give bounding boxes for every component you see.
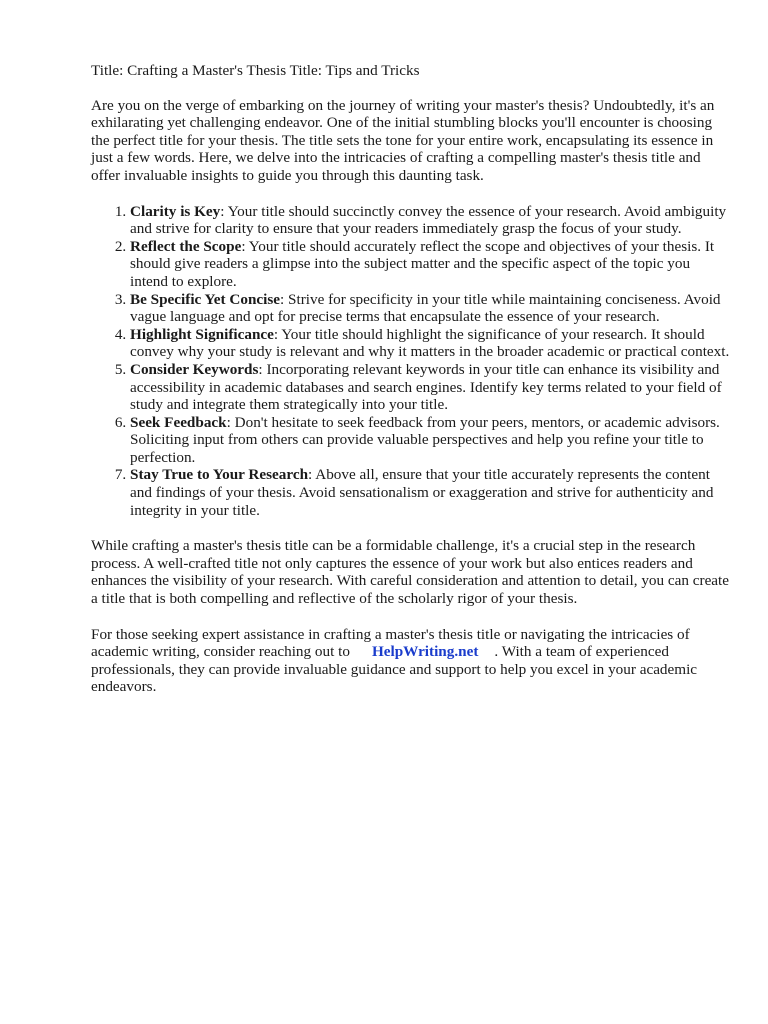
closing-text-before: For those seeking expert assistance in crafting a master's thesis title or navigating the intricacies of academic writing, consider reaching out to xyxy=(91,625,690,661)
tip-text: Your title should accurately reflect the scope and objectives of your thesis. It should give readers a glimpse into the subject matter and the specific aspect of the topic you intend to explore. xyxy=(130,237,715,290)
tip-heading: Seek Feedback xyxy=(130,413,227,431)
tip-heading: Be Specific Yet Concise xyxy=(130,290,281,308)
tip-heading: Reflect the Scope xyxy=(130,237,242,255)
document-body xyxy=(91,62,731,714)
tip-heading: Consider Keywords xyxy=(130,360,259,378)
tip-separator: : xyxy=(273,325,279,343)
tip-text: Don't hesitate to seek feedback from your peers, mentors, or academic advisors. Soliciting input from others can provide valuable perspectives and help you refine your title to perfection. xyxy=(130,413,720,466)
tip-text: Your title should highlight the significance of your research. It should convey why your study is relevant and why it matters in the broader academic or practical context. xyxy=(130,325,730,361)
conclusion-paragraph: While crafting a master's thesis title can be a formidable challenge, it's a crucial step in the research process. A well-crafted title not only captures the essence of your work but also entices readers and enhances the visibility of your research. With careful consideration and attention to detail, you can create a title that is both compelling and reflective of the scholarly rigor of your thesis. xyxy=(91,537,730,608)
tip-separator: : xyxy=(258,360,263,378)
list-item xyxy=(130,414,731,467)
closing-text-after: . With a team of experienced professionals, they can provide invaluable guidance and support to help you excel in your academic endeavors. xyxy=(91,643,698,696)
tip-text: Above all, ensure that your title accurately represents the content and findings of your thesis. Avoid sensationalism or exaggeration and strive for authenticity and integrity in your title. xyxy=(130,466,714,519)
tip-separator: : xyxy=(308,466,313,484)
tip-separator: : xyxy=(226,413,231,431)
tip-text: Your title should succinctly convey the essence of your research. Avoid ambiguity and strive for clarity to ensure that your readers immediately grasp the focus of your study. xyxy=(130,202,727,238)
tip-heading: Highlight Significance xyxy=(130,325,274,343)
tip-text: Strive for specificity in your title while maintaining conciseness. Avoid vague language and opt for precise terms that encapsulate the essence of your research. xyxy=(130,290,721,326)
list-item xyxy=(130,326,731,361)
list-item xyxy=(130,361,731,414)
list-item xyxy=(130,203,731,238)
tips-list xyxy=(91,203,731,520)
list-item xyxy=(130,291,731,326)
tip-separator: : xyxy=(241,237,246,255)
tip-heading: Stay True to Your Research xyxy=(130,466,309,484)
tip-text: Incorporating relevant keywords in your title can enhance its visibility and accessibility in academic databases and search engines. Identify key terms related to your field of study and integrate them strategically into your title. xyxy=(130,360,722,414)
list-item xyxy=(130,238,731,291)
helpwriting-link[interactable]: HelpWriting.net xyxy=(371,643,479,661)
document-title: Title: Crafting a Master's Thesis Title: Tips and Tricks xyxy=(91,62,420,79)
intro-paragraph: Are you on the verge of embarking on the journey of writing your master's thesis? Undoubtedly, it's an exhilarating yet challenging endeavor. One of the initial stumbling blocks you'll encounter is choosing the perfect title for your thesis. The title sets the tone for your entire work, encapsulating its essence in just a few words. Here, we delve into the intricacies of crafting a compelling master's thesis title and offer invaluable insights to guide you through this daunting task. xyxy=(91,96,715,184)
list-item xyxy=(130,466,731,519)
tip-separator: : xyxy=(280,290,285,308)
closing-paragraph xyxy=(91,626,731,696)
tip-separator: : xyxy=(220,202,225,220)
tip-heading: Clarity is Key xyxy=(130,202,221,220)
